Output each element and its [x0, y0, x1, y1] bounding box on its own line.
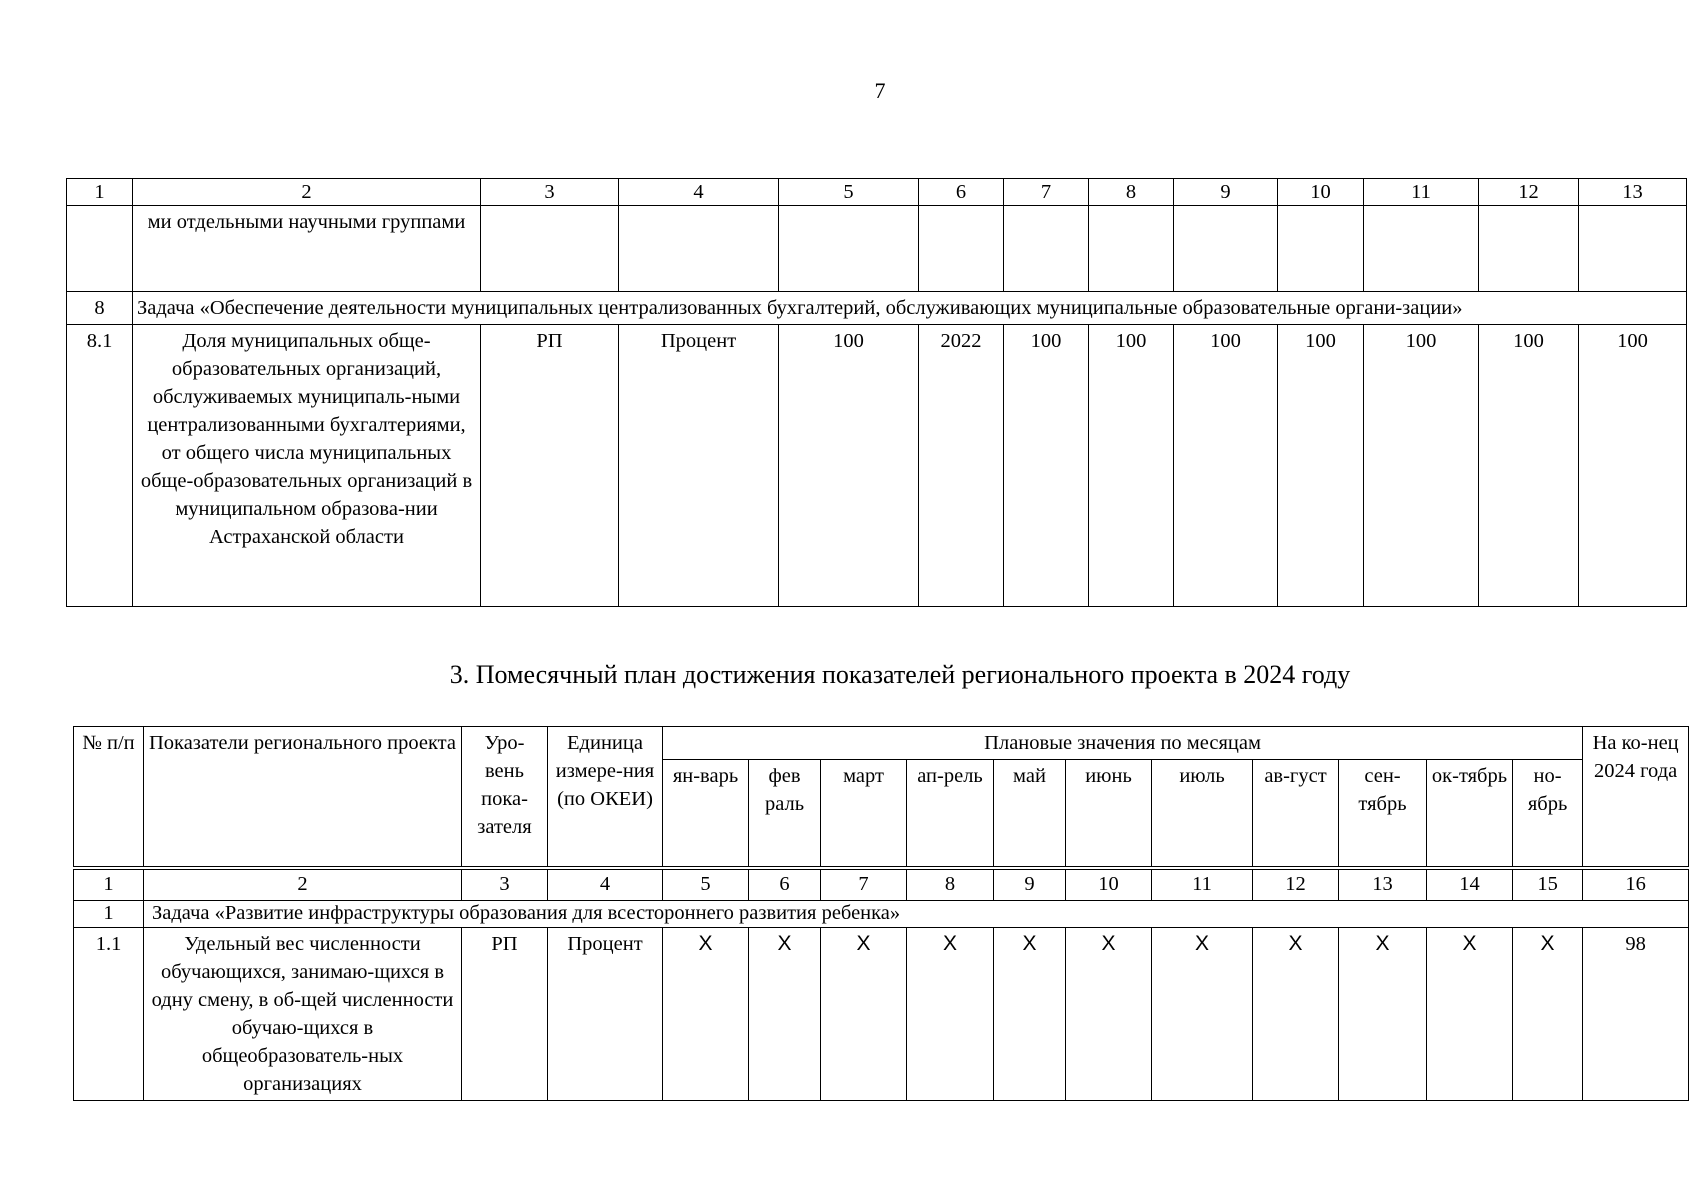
header-unit: Единица измере-ния (по ОКЕИ)	[548, 727, 663, 868]
col-num: 15	[1513, 868, 1583, 901]
col-num: 4	[548, 868, 663, 901]
indicator-unit: Процент	[619, 325, 779, 607]
month-header: сен-тябрь	[1339, 760, 1427, 868]
month-value: X	[907, 927, 994, 1100]
month-value: X	[663, 927, 749, 1100]
indicator-row	[67, 325, 1687, 607]
task-text: Задача «Развитие инфраструктуры образования для всестороннего развития ребенка»	[144, 900, 1689, 927]
month-header: ап-рель	[907, 760, 994, 868]
value-cell: 100	[1278, 325, 1364, 607]
col-num: 6	[749, 868, 821, 901]
col-num: 4	[619, 179, 779, 206]
col-num: 7	[821, 868, 907, 901]
month-value: X	[749, 927, 821, 1100]
month-header: март	[821, 760, 907, 868]
end-of-year-value: 98	[1583, 927, 1689, 1100]
base-value: 100	[779, 325, 919, 607]
col-num: 2	[133, 179, 481, 206]
column-number-row	[67, 179, 1687, 206]
month-header: май	[994, 760, 1066, 868]
task-number: 1	[74, 900, 144, 927]
col-num: 11	[1364, 179, 1479, 206]
task-number: 8	[67, 292, 133, 325]
header-plan-values: Плановые значения по месяцам	[663, 727, 1583, 760]
col-num: 8	[1089, 179, 1174, 206]
month-header: но-ябрь	[1513, 760, 1583, 868]
month-header: июль	[1152, 760, 1253, 868]
indicator-unit: Процент	[548, 927, 663, 1100]
col-num: 8	[907, 868, 994, 901]
month-value: X	[821, 927, 907, 1100]
month-value: X	[1066, 927, 1152, 1100]
task-row	[67, 292, 1687, 325]
col-num: 7	[1004, 179, 1089, 206]
month-header: фев раль	[749, 760, 821, 868]
col-num: 3	[462, 868, 548, 901]
col-num: 1	[67, 179, 133, 206]
month-value: X	[1427, 927, 1513, 1100]
value-cell: 100	[1364, 325, 1479, 607]
col-num: 5	[663, 868, 749, 901]
col-num: 5	[779, 179, 919, 206]
header-end-of-year: На ко-нец 2024 года	[1583, 727, 1689, 868]
month-value: X	[1152, 927, 1253, 1100]
base-year: 2022	[919, 325, 1004, 607]
value-cell: 100	[1004, 325, 1089, 607]
month-header: ок-тябрь	[1427, 760, 1513, 868]
month-value: X	[1253, 927, 1339, 1100]
value-cell: 100	[1174, 325, 1278, 607]
month-header: ав-густ	[1253, 760, 1339, 868]
col-num: 3	[481, 179, 619, 206]
col-num: 1	[74, 868, 144, 901]
col-num: 13	[1339, 868, 1427, 901]
column-number-row	[74, 868, 1689, 901]
value-cell: 100	[1579, 325, 1687, 607]
section-title: 3. Помесячный план достижения показателей регионального проекта в 2024 году	[449, 660, 1351, 689]
col-num: 6	[919, 179, 1004, 206]
indicator-level: РП	[462, 927, 548, 1100]
month-header: июнь	[1066, 760, 1152, 868]
table-row	[67, 206, 1687, 292]
indicator-name: Удельный вес численности обучающихся, занимаю-щихся в одну смену, в об-щей численности обучаю-щихся в общеобразователь-ных организациях	[144, 927, 462, 1100]
continued-indicator-text: ми отдельными научными группами	[133, 206, 481, 292]
page-number: 7	[874, 78, 886, 103]
indicator-row	[74, 927, 1689, 1100]
header-level: Уро-вень пока-зателя	[462, 727, 548, 868]
col-num: 9	[994, 868, 1066, 901]
indicator-number: 8.1	[67, 325, 133, 607]
indicators-table-continued	[66, 178, 1687, 607]
value-cell: 100	[1479, 325, 1579, 607]
col-num: 13	[1579, 179, 1687, 206]
value-cell: 100	[1089, 325, 1174, 607]
month-header: ян-варь	[663, 760, 749, 868]
col-num: 14	[1427, 868, 1513, 901]
month-value: X	[1513, 927, 1583, 1100]
indicator-number: 1.1	[74, 927, 144, 1100]
col-num: 11	[1152, 868, 1253, 901]
month-value: X	[994, 927, 1066, 1100]
col-num: 12	[1479, 179, 1579, 206]
task-row	[74, 900, 1689, 927]
monthly-plan-table	[73, 726, 1689, 1101]
col-num: 10	[1278, 179, 1364, 206]
header-num: № п/п	[74, 727, 144, 868]
indicator-name: Доля муниципальных обще-образовательных организаций, обслуживаемых муниципаль-ными централизованными бухгалтериями, от общего числа муниципальных обще-образовательных организаций в муниципальном образова-нии Астраханской области	[133, 325, 481, 607]
month-value: X	[1339, 927, 1427, 1100]
header-row	[74, 727, 1689, 760]
indicator-level: РП	[481, 325, 619, 607]
col-num: 10	[1066, 868, 1152, 901]
col-num: 2	[144, 868, 462, 901]
col-num: 9	[1174, 179, 1278, 206]
col-num: 12	[1253, 868, 1339, 901]
task-text: Задача «Обеспечение деятельности муниципальных централизованных бухгалтерий, обслуживающих муниципальные образовательные органи-зации»	[133, 292, 1687, 325]
header-indicators: Показатели регионального проекта	[144, 727, 462, 868]
col-num: 16	[1583, 868, 1689, 901]
